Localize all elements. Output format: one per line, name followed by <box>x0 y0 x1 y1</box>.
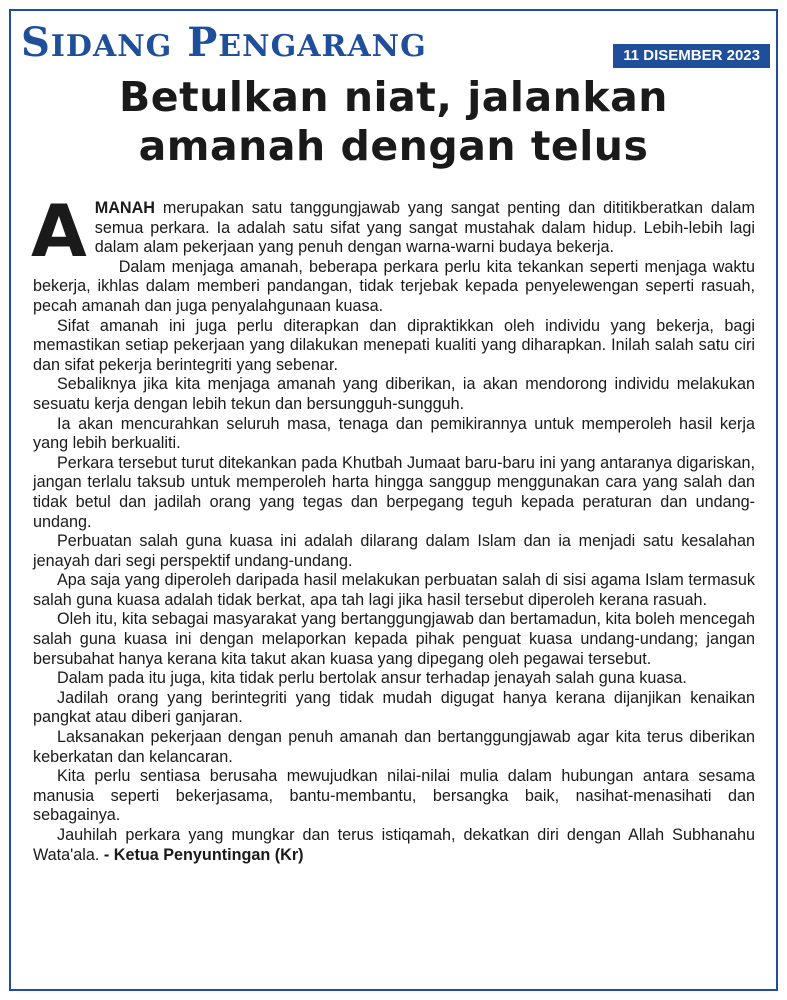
masthead-initial-2: P <box>187 19 219 66</box>
lead-word: MANAH <box>94 199 155 217</box>
lead-paragraph <box>31 189 756 273</box>
lead-text: merupakan satu tanggungjawab yang sangat penting dan dititikberatkan dalam semua perkara. Ia adalah satu sifat yang sangat mustahak dalam hidup. Lebih-lebih lagi dalam alam pekerjaan yang penuh dengan warna-warni budaya bekerja. <box>94 199 756 257</box>
headline-line-2: amanah dengan telus <box>138 122 649 170</box>
date-badge: 11 DISEMBER 2023 <box>613 44 770 68</box>
byline: - Ketua Penyuntingan (Kr) <box>103 845 304 864</box>
drop-cap: A <box>31 189 87 273</box>
paragraph: Apa saja yang diperoleh daripada hasil melakukan perbuatan salah di sisi agama Islam termasuk salah guna kuasa adalah tidak berkat, apa tah lagi jika hasil tersebut diperoleh kerana rasuah. <box>33 571 755 609</box>
masthead-banner <box>11 11 776 73</box>
closing-text: Jauhilah perkara yang mungkar dan terus istiqamah, dekatkan diri dengan Allah Subhanahu Wata'ala. <box>33 826 755 864</box>
headline-line-1: Betulkan niat, jalankan <box>119 73 668 121</box>
paragraph: Laksanakan pekerjaan dengan penuh amanah dan bertanggungjawab agar kita terus diberikan keberkatan dan kelancaran. <box>33 728 755 766</box>
masthead-title <box>21 19 427 71</box>
paragraph: Dalam menjaga amanah, beberapa perkara perlu kita tekankan seperti menjaga waktu bekerja, ikhlas dalam memberi pandangan, tidak terjebak kepada penyelewengan seperti rasuah, pecah amanah dan juga penyalahgunaan kuasa. <box>33 257 755 315</box>
paragraph: Jadilah orang yang berintegriti yang tidak mudah digugat hanya kerana dijanjikan kenaikan pangkat atau diberi ganjaran. <box>33 688 755 727</box>
masthead-word-1: IDANG <box>50 29 173 64</box>
paragraph: Ia akan mencurahkan seluruh masa, tenaga dan pemikirannya untuk memperoleh hasil kerja yang lebih berkualiti. <box>33 414 755 453</box>
paragraph: Sebaliknya jika kita menjaga amanah yang diberikan, ia akan mendorong individu melakukan sesuatu kerja dengan lebih tekun dan bersungguh-sungguh. <box>33 375 755 413</box>
closing-paragraph <box>33 826 755 865</box>
masthead-word-2: ENGARANG <box>218 29 427 64</box>
paragraph: Sifat amanah ini juga perlu diterapkan dan dipraktikkan oleh individu yang bekerja, bagi memastikan setiap pekerjaan yang dilakukan menepati kualiti yang diharapkan. Inilah salah satu ciri dan sifat pekerja berintegriti yang sebenar. <box>33 316 755 374</box>
paragraph: Dalam pada itu juga, kita tidak perlu bertolak ansur terhadap jenayah salah guna kuasa. <box>57 669 687 688</box>
paragraph: Oleh itu, kita sebagai masyarakat yang bertanggungjawab dan bertamadun, kita boleh mencegah salah guna kuasa ini dengan melaporkan kepada pihak penguat kuasa undang-undang; jangan bersubahat hanya kerana kita takut akan kuasa yang dipegang oleh pegawai tersebut. <box>33 610 755 668</box>
paragraph: Kita perlu sentiasa berusaha mewujudkan nilai-nilai mulia dalam hubungan antara sesama manusia seperti bekerjasama, bantu-membantu, bersangka baik, nasihat-menasihati dan sebagainya. <box>33 767 755 825</box>
article-body <box>31 189 756 865</box>
headline <box>11 73 776 171</box>
masthead-initial-1: S <box>21 19 51 66</box>
paragraph: Perbuatan salah guna kuasa ini adalah dilarang dalam Islam dan ia menjadi satu kesalahan jenayah dari segi perspektif undang-undang. <box>33 532 755 570</box>
page-frame <box>9 9 778 991</box>
paragraph: Perkara tersebut turut ditekankan pada Khutbah Jumaat baru-baru ini yang antaranya digariskan, jangan terlalu taksub untuk memperoleh harta hingga sanggup menggunakan cara yang salah dan tidak betul dan jadilah orang yang tegas dan berpegang teguh kepada peraturan dan undang-undang. <box>33 453 755 531</box>
